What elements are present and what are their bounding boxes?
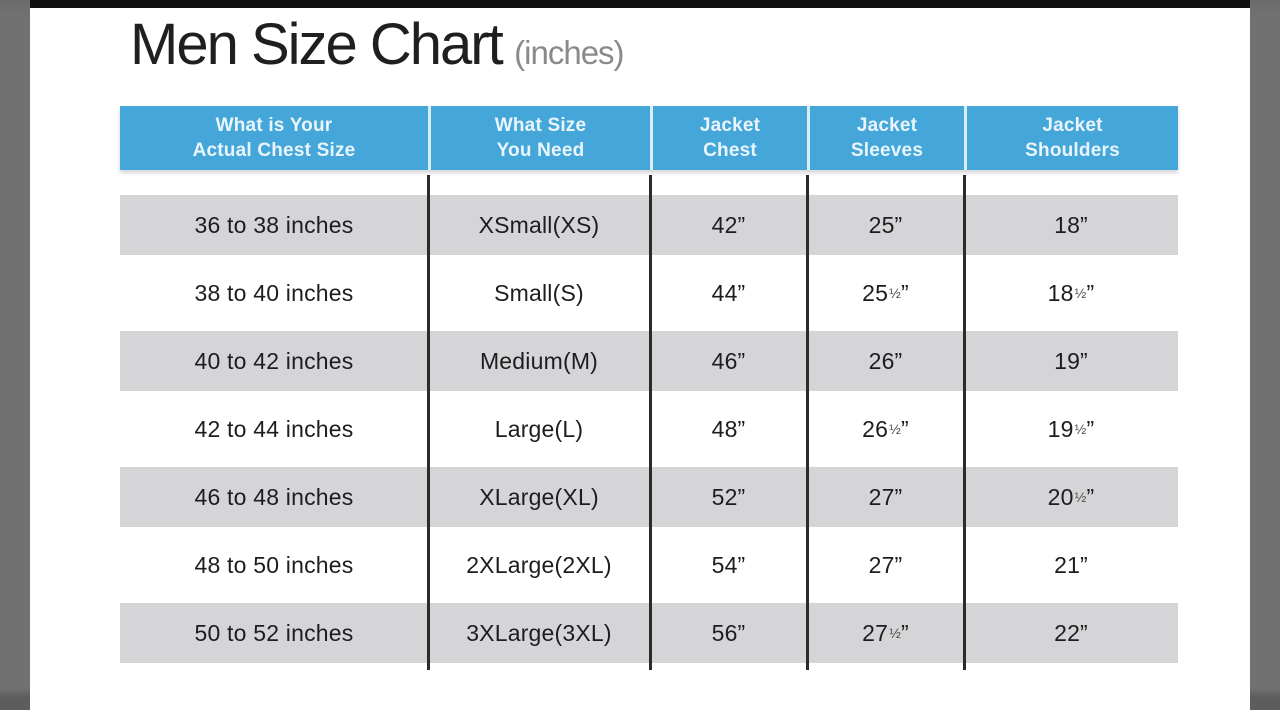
table-cell: 27” (868, 483, 903, 510)
half-fraction: ½ (1074, 421, 1087, 437)
column-divider-line (649, 175, 652, 670)
size-chart-table (120, 106, 1178, 667)
table-cell: 3XLarge(3XL) (466, 619, 612, 646)
page-title-unit: (inches) (514, 34, 624, 71)
table-cell: 18” (1054, 211, 1088, 238)
table-cell: 54” (711, 551, 746, 578)
left-letterbox-bar (0, 0, 30, 710)
page-title (130, 12, 624, 78)
table-cell: 27” (868, 551, 903, 578)
page-title-text: Men Size Chart (130, 12, 502, 77)
table-cell: 48 to 50 inches (194, 551, 354, 578)
half-fraction: ½ (1074, 489, 1087, 505)
table-cell: 19 ½ ” (1047, 415, 1095, 442)
column-header-1: What is Your Actual Chest Size (192, 115, 356, 161)
table-cell: 46 to 48 inches (194, 483, 354, 510)
table-cell: Medium(M) (479, 347, 599, 374)
table-cell: 38 to 40 inches (194, 279, 354, 306)
table-cell: 27 ½ ” (862, 619, 909, 646)
table-cell: 40 to 42 inches (194, 347, 354, 374)
column-divider-line (427, 175, 430, 670)
column-header-5: Jacket Shoulders (964, 106, 1178, 170)
table-cell: 20 ½ ” (1047, 483, 1095, 510)
table-header-row (120, 106, 1178, 170)
half-fraction: ½ (889, 421, 901, 437)
table-cell: 46” (711, 347, 746, 374)
column-divider-line (806, 175, 809, 670)
table-cell: 42” (711, 211, 746, 238)
table-cell: 19” (1054, 347, 1088, 374)
column-header-3: Jacket Chest (650, 106, 807, 170)
half-fraction: ½ (889, 285, 901, 301)
table-cell: 26” (868, 347, 903, 374)
table-cell: XLarge(XL) (479, 483, 599, 510)
table-body (120, 191, 1178, 667)
half-fraction: ½ (1074, 285, 1087, 301)
column-header-4: Jacket Sleeves (807, 106, 964, 170)
table-cell: 26 ½ ” (862, 415, 909, 442)
table-cell: 18 ½ ” (1047, 279, 1095, 306)
table-cell: 42 to 44 inches (194, 415, 354, 442)
content-area (30, 0, 1250, 710)
table-cell: 25 ½ ” (862, 279, 909, 306)
table-cell: 56” (711, 619, 746, 646)
table-cell: 2XLarge(2XL) (466, 551, 612, 578)
table-cell: 21” (1054, 551, 1088, 578)
half-fraction: ½ (889, 625, 901, 641)
table-cell: 52” (711, 483, 746, 510)
column-header-2: What Size You Need (428, 106, 650, 170)
table-cell: XSmall(XS) (478, 211, 600, 238)
table-cell: 22” (1054, 619, 1088, 646)
right-letterbox-bar (1250, 0, 1280, 710)
column-divider-line (963, 175, 966, 670)
table-cell: 44” (711, 279, 746, 306)
table-cell: 50 to 52 inches (194, 619, 354, 646)
table-cell: 48” (711, 415, 746, 442)
table-cell: 36 to 38 inches (194, 211, 354, 238)
table-cell: Large(L) (494, 415, 584, 442)
table-cell: Small(S) (494, 279, 584, 306)
table-cell: 25” (868, 211, 903, 238)
